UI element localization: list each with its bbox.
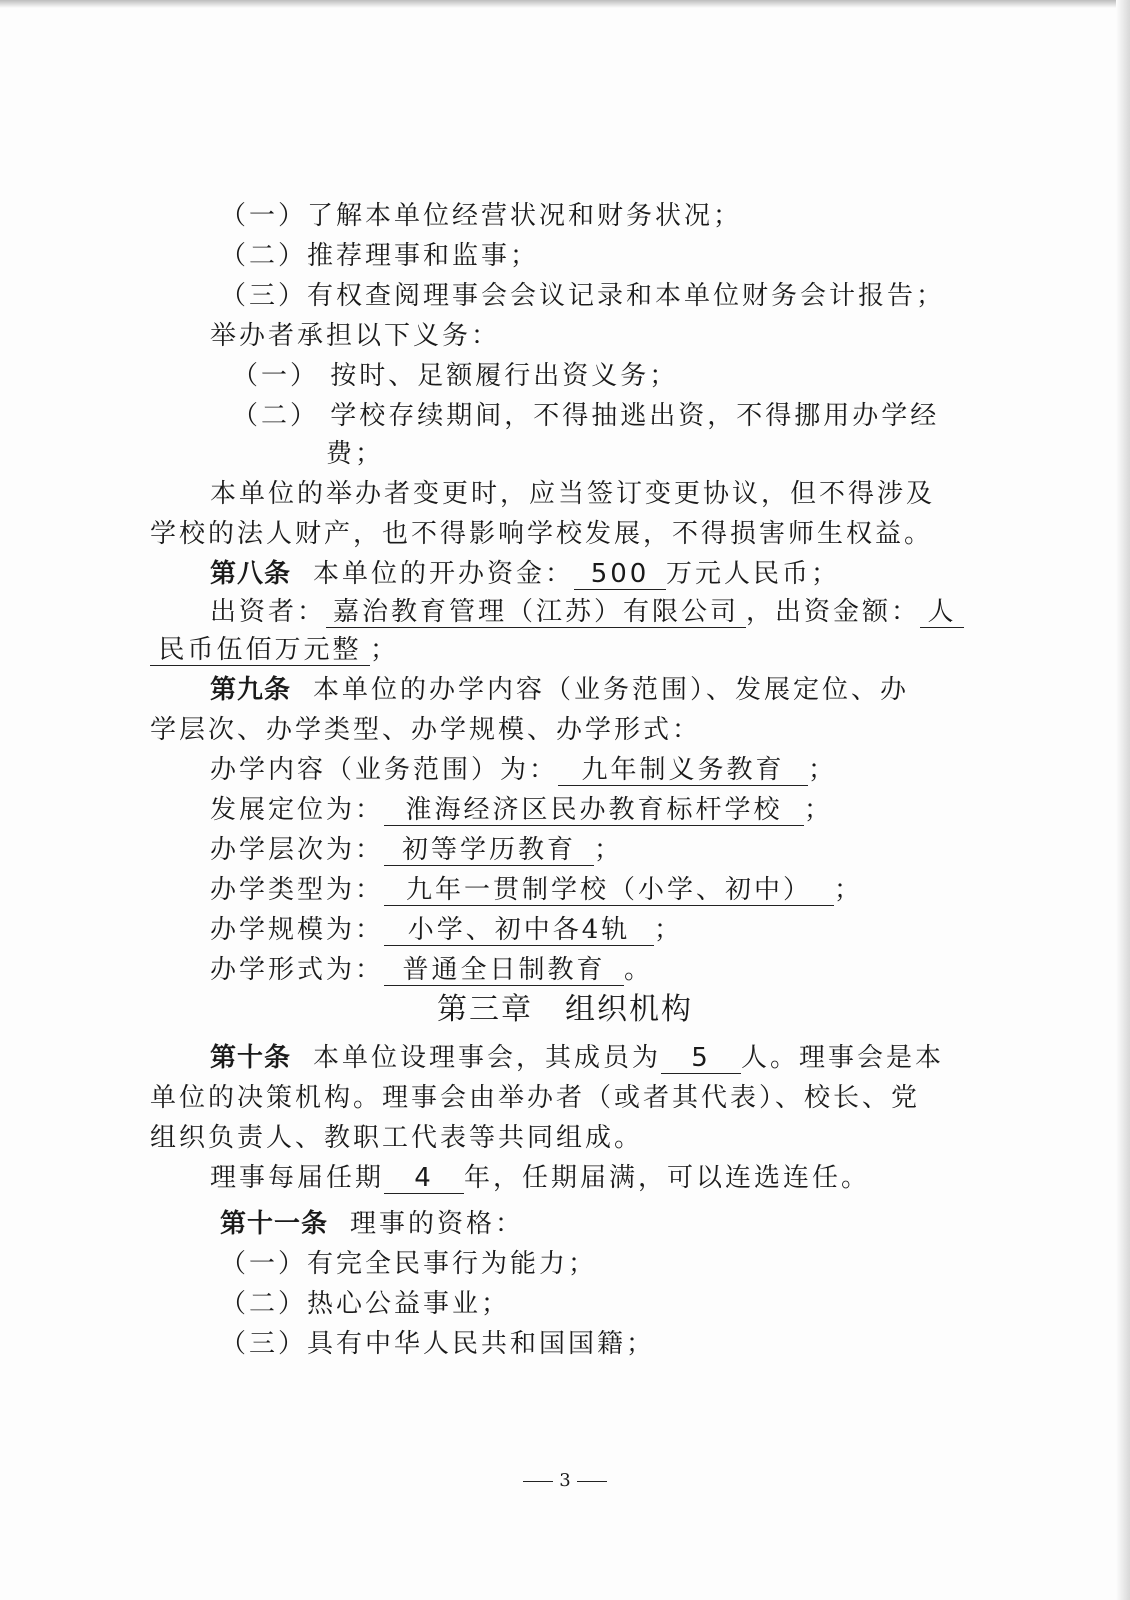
board-members-value: 5 (661, 1043, 741, 1074)
duty-item-2-cont: 费； (326, 439, 385, 469)
school-content (210, 752, 837, 788)
article-9-label: 第九条 (210, 675, 292, 705)
school-form (210, 952, 653, 988)
change-paragraph-cont: 学校的法人财产，也不得影响学校发展，不得损害师生权益。 (150, 519, 934, 549)
school-level-value: 初等学历教育 (384, 835, 594, 866)
qualification-2: （二）热心公益事业； (220, 1289, 511, 1319)
footer-dash-left (523, 1481, 553, 1482)
investor-line (210, 594, 964, 630)
article-10-cont-2: 组织负责人、教职工代表等共同组成。 (150, 1123, 644, 1153)
right-item-1: （一）了解本单位经营状况和财务状况； (220, 201, 743, 231)
amount-line (150, 632, 399, 668)
investor-name: 嘉治教育管理（江苏）有限公司 (326, 597, 746, 628)
school-type-end: ； (834, 875, 864, 905)
school-position-label: 发展定位为： (210, 795, 385, 825)
article-9-text: 本单位的办学内容（业务范围）、发展定位、办 (313, 675, 910, 705)
article-9-cont: 学层次、办学类型、办学规模、办学形式： (150, 715, 702, 745)
school-scale-end: ； (654, 915, 684, 945)
school-content-value: 九年制义务教育 (558, 755, 808, 786)
school-form-value: 普通全日制教育 (384, 955, 624, 986)
school-type-value: 九年一贯制学校（小学、初中） (384, 875, 834, 906)
qualification-1: （一）有完全民事行为能力； (220, 1249, 598, 1279)
school-scale (210, 912, 683, 948)
board-term-label: 理事每届任期 (210, 1163, 385, 1193)
scan-edge-right (1116, 0, 1130, 1600)
school-form-label: 办学形式为： (210, 955, 385, 985)
board-term-value: 4 (384, 1163, 464, 1194)
page-footer (0, 1470, 1130, 1491)
school-position-end: ； (804, 795, 834, 825)
school-level (210, 832, 623, 868)
footer-dash-right (577, 1481, 607, 1482)
school-type (210, 872, 863, 908)
investor-label: 出资者： (210, 597, 327, 627)
duty-item-1: （一） 按时、足额履行出资义务； (232, 361, 679, 391)
change-paragraph: 本单位的举办者变更时，应当签订变更协议，但不得涉及 (210, 479, 936, 509)
school-position (210, 792, 833, 828)
article-10-cont: 单位的决策机构。理事会由举办者（或者其代表）、校长、党 (150, 1083, 921, 1113)
board-term-text: 年，任期届满，可以连选连任。 (464, 1163, 871, 1193)
school-position-value: 淮海经济区民办教育标杆学校 (384, 795, 804, 826)
school-scale-label: 办学规模为： (210, 915, 385, 945)
page-number: 3 (559, 1470, 571, 1491)
article-10-label: 第十条 (210, 1043, 292, 1073)
school-level-label: 办学层次为： (210, 835, 385, 865)
scan-edge-top (0, 0, 1130, 8)
article-10 (210, 1040, 944, 1076)
capital-value: 500 (574, 559, 666, 590)
amount-end: ； (370, 635, 400, 665)
article-8-label: 第八条 (210, 559, 292, 589)
right-item-2: （二）推荐理事和监事； (220, 241, 540, 271)
school-content-label: 办学内容（业务范围）为： (210, 755, 559, 785)
article-8-text: 本单位的开办资金： (313, 559, 575, 589)
school-scale-value: 小学、初中各4轨 (384, 915, 654, 946)
article-11-label: 第十一条 (220, 1209, 329, 1239)
article-11 (220, 1206, 524, 1242)
article-8 (210, 556, 840, 592)
school-content-end: ； (808, 755, 838, 785)
qualification-3: （三）具有中华人民共和国国籍； (220, 1329, 656, 1359)
duty-intro: 举办者承担以下义务： (210, 321, 501, 351)
article-9 (210, 672, 909, 708)
article-10-text: 本单位设理事会，其成员为 (313, 1043, 662, 1073)
board-term (210, 1160, 870, 1196)
school-type-label: 办学类型为： (210, 875, 385, 905)
chapter-3-title: 第三章 组织机构 (437, 992, 693, 1027)
school-level-end: ； (594, 835, 624, 865)
right-item-3: （三）有权查阅理事会会议记录和本单位财务会计报告； (220, 281, 946, 311)
article-10-text-2: 人。理事会是本 (741, 1043, 945, 1073)
amount-value-start: 人 (920, 597, 964, 628)
school-form-end: 。 (624, 955, 654, 985)
amount-value: 民币伍佰万元整 (150, 635, 370, 666)
amount-label: ，出资金额： (746, 597, 921, 627)
article-11-text: 理事的资格： (350, 1209, 525, 1239)
duty-item-2: （二） 学校存续期间，不得抽逃出资，不得挪用办学经 (232, 401, 940, 431)
capital-unit: 万元人民币； (666, 559, 841, 589)
